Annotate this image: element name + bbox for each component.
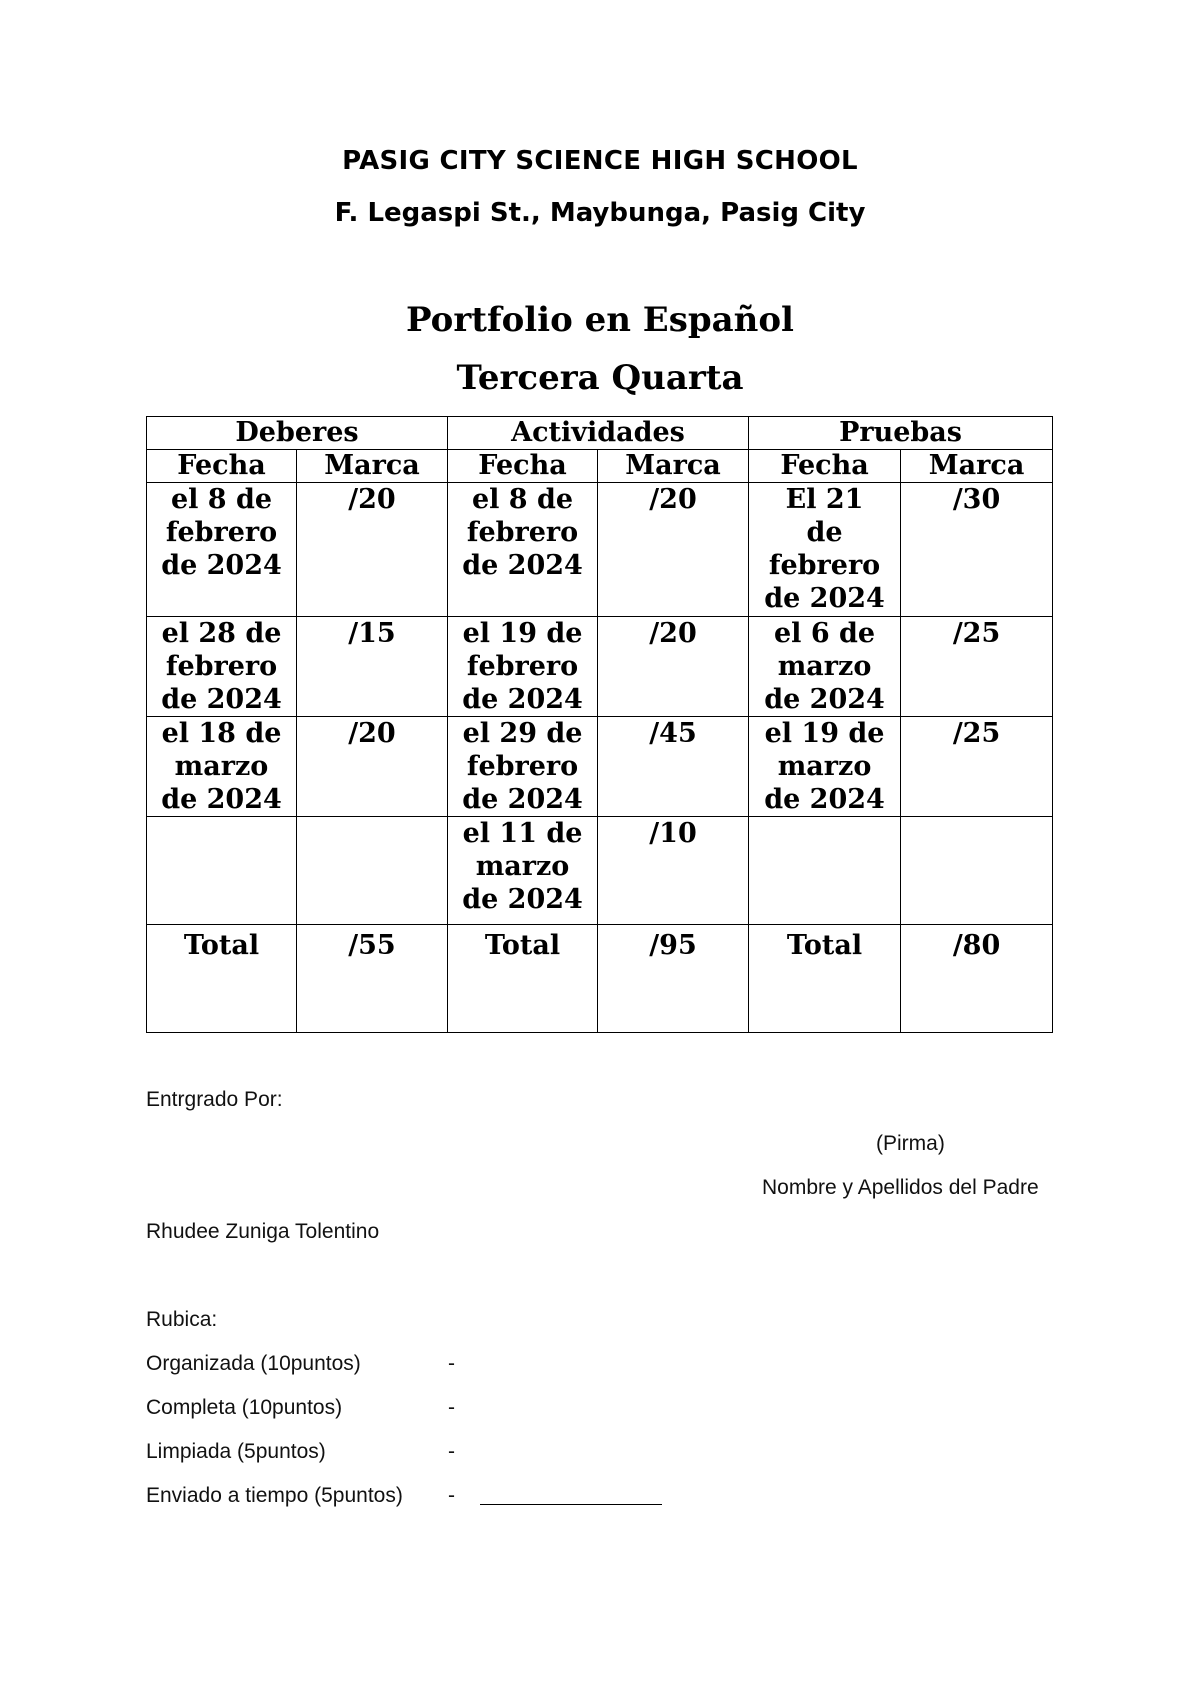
total-row (147, 925, 1053, 1033)
table-row (147, 817, 1053, 925)
signature-label: (Pirma) (876, 1132, 945, 1155)
total-label: Total (749, 925, 901, 1033)
table-row (147, 483, 1053, 617)
parent-name-label: Nombre y Apellidos del Padre (762, 1176, 1039, 1199)
mark-cell: /10 (598, 817, 749, 925)
mark-cell: /20 (598, 617, 749, 717)
total-label: Total (147, 925, 297, 1033)
total-mark: /80 (901, 925, 1053, 1033)
date-cell: el 28 de febrero de 2024 (147, 617, 297, 717)
date-cell: el 6 de marzo de 2024 (749, 617, 901, 717)
subheader-marca: Marca (598, 450, 749, 483)
date-cell: el 8 de febrero de 2024 (448, 483, 598, 617)
rubric-item-label: Enviado a tiempo (5puntos) (146, 1484, 403, 1507)
document-subtitle: Tercera Quarta (456, 358, 744, 398)
school-address: F. Legaspi St., Maybunga, Pasig City (334, 198, 866, 228)
subheader-row (147, 450, 1053, 483)
rubric-title: Rubica: (146, 1308, 218, 1331)
date-cell: el 8 de febrero de 2024 (147, 483, 297, 617)
date-cell: El 21 de febrero de 2024 (749, 483, 901, 617)
total-mark: /95 (598, 925, 749, 1033)
date-cell: el 11 de marzo de 2024 (448, 817, 598, 925)
subheader-fecha: Fecha (147, 450, 297, 483)
mark-cell: /25 (901, 617, 1053, 717)
date-cell: el 29 de febrero de 2024 (448, 717, 598, 817)
subheader-fecha: Fecha (448, 450, 598, 483)
date-cell: el 18 de marzo de 2024 (147, 717, 297, 817)
mark-cell (901, 817, 1053, 925)
mark-cell: /30 (901, 483, 1053, 617)
delivered-by-label: Entrgrado Por: (146, 1088, 283, 1111)
date-cell (749, 817, 901, 925)
subheader-fecha: Fecha (749, 450, 901, 483)
grades-table (146, 416, 1053, 1033)
mark-cell: /25 (901, 717, 1053, 817)
group-header-pruebas: Pruebas (749, 417, 1053, 450)
group-header-actividades: Actividades (448, 417, 749, 450)
group-header-row (147, 417, 1053, 450)
date-cell: el 19 de marzo de 2024 (749, 717, 901, 817)
mark-cell: /20 (598, 483, 749, 617)
mark-cell: /20 (297, 483, 448, 617)
mark-cell: /15 (297, 617, 448, 717)
total-mark: /55 (297, 925, 448, 1033)
table-row (147, 717, 1053, 817)
mark-cell: /45 (598, 717, 749, 817)
table-row (147, 617, 1053, 717)
group-header-deberes: Deberes (147, 417, 448, 450)
mark-cell: /20 (297, 717, 448, 817)
rubric-item-dash: - (448, 1396, 455, 1419)
rubric-item-label: Limpiada (5puntos) (146, 1440, 326, 1463)
rubric-item-dash: - (448, 1484, 455, 1507)
school-name: PASIG CITY SCIENCE HIGH SCHOOL (342, 146, 858, 176)
rubric-item-dash: - (448, 1352, 455, 1375)
total-score-line (480, 1504, 662, 1505)
date-cell: el 19 de febrero de 2024 (448, 617, 598, 717)
total-label: Total (448, 925, 598, 1033)
subheader-marca: Marca (297, 450, 448, 483)
subheader-marca: Marca (901, 450, 1053, 483)
document-title: Portfolio en Español (406, 300, 794, 340)
student-name: Rhudee Zuniga Tolentino (146, 1220, 380, 1243)
date-cell (147, 817, 297, 925)
mark-cell (297, 817, 448, 925)
rubric-item-label: Completa (10puntos) (146, 1396, 343, 1419)
rubric-item-dash: - (448, 1440, 455, 1463)
rubric-item-label: Organizada (10puntos) (146, 1352, 361, 1375)
